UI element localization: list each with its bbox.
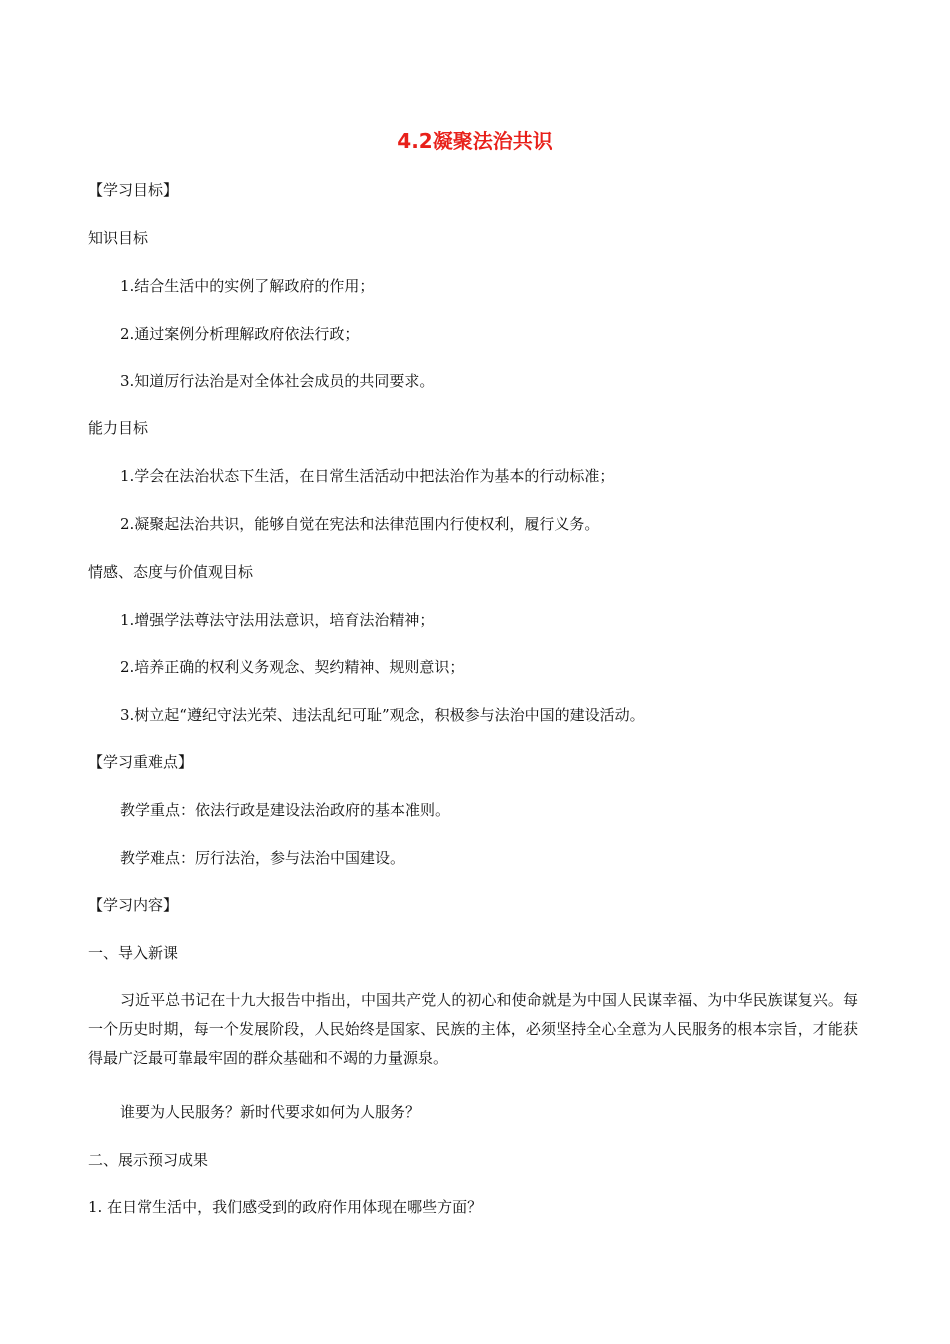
values-item: 3.树立起“遵纪守法光荣、违法乱纪可耻”观念，积极参与法治中国的建设活动。 xyxy=(120,706,645,724)
teaching-difficulty: 教学难点：厉行法治，参与法治中国建设。 xyxy=(120,849,406,867)
preview-heading: 二、展示预习成果 xyxy=(88,1151,209,1169)
ability-item: 1.学会在法治状态下生活，在日常生活活动中把法治作为基本的行动标准； xyxy=(120,467,615,485)
knowledge-item: 1.结合生活中的实例了解政府的作用； xyxy=(120,277,375,295)
intro-question: 谁要为人民服务？新时代要求如何为人服务？ xyxy=(120,1103,421,1121)
values-heading: 情感、态度与价值观目标 xyxy=(88,563,254,581)
values-item: 1.增强学法尊法守法用法意识，培育法治精神； xyxy=(120,611,435,629)
document-title: 4.2凝聚法治共识 xyxy=(397,129,553,153)
intro-heading: 一、导入新课 xyxy=(88,944,179,962)
teaching-focus: 教学重点：依法行政是建设法治政府的基本准则。 xyxy=(120,801,451,819)
ability-item: 2.凝聚起法治共识，能够自觉在宪法和法律范围内行使权利，履行义务。 xyxy=(120,515,600,533)
values-item: 2.培养正确的权利义务观念、契约精神、规则意识； xyxy=(120,658,465,676)
knowledge-item: 3.知道厉行法治是对全体社会成员的共同要求。 xyxy=(120,372,435,390)
intro-paragraph: 习近平总书记在十九大报告中指出，中国共产党人的初心和使命就是为中国人民谋幸福、为中华民族谋复兴。每一个历史时期，每一个发展阶段，人民始终是国家、民族的主体，必须坚持全心全意为人民服务的根本宗旨，才能获得最广泛最可靠最牢固的群众基础和不竭的力量源泉。 xyxy=(88,991,858,1067)
preview-question: 1. 在日常生活中，我们感受到的政府作用体现在哪些方面？ xyxy=(88,1198,483,1216)
knowledge-item: 2.通过案例分析理解政府依法行政； xyxy=(120,325,360,343)
ability-heading: 能力目标 xyxy=(88,419,149,437)
knowledge-heading: 知识目标 xyxy=(88,229,149,247)
content-heading: 【学习内容】 xyxy=(88,896,179,914)
objectives-heading: 【学习目标】 xyxy=(88,181,179,199)
key-points-heading: 【学习重难点】 xyxy=(88,753,194,771)
